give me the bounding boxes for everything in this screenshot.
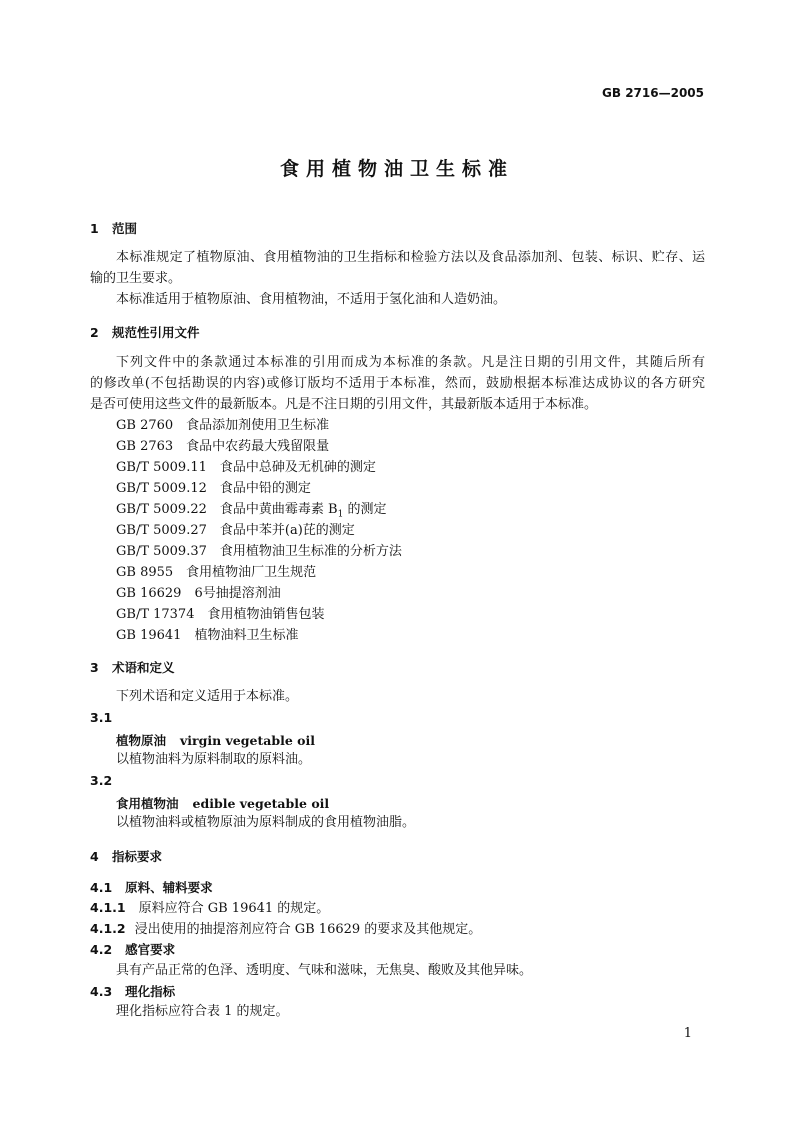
page-number: 1: [683, 1026, 692, 1041]
reference-item: [116, 583, 281, 604]
subsection-4-2-text: 具有产品正常的色泽、透明度、气味和滋味，无焦臭、酸败及其他异味。: [116, 963, 533, 978]
term-definition: 以植物油料或植物原油为原料制成的食用植物油脂。: [116, 815, 416, 830]
reference-code: GB/T 5009.37: [116, 544, 207, 559]
reference-code: GB/T 5009.11: [116, 460, 207, 475]
term-zh: 植物原油: [116, 733, 167, 748]
clause-4-1-1: [90, 897, 329, 919]
reference-item: [116, 457, 376, 478]
reference-title: 食品中苯并(a)芘的测定: [219, 523, 355, 538]
reference-item: [116, 520, 355, 541]
reference-code: GB 19641: [116, 628, 182, 643]
subsection-number: 4.3: [90, 984, 113, 999]
reference-code: GB/T 5009.22: [116, 502, 207, 517]
reference-item: [116, 562, 316, 583]
reference-title: 食品中总砷及无机砷的测定: [219, 460, 376, 475]
subsection-4-2-heading: [90, 940, 175, 958]
reference-item: [116, 415, 329, 436]
subsection-title: 感官要求: [125, 942, 176, 957]
reference-title: 食用植物油销售包装: [207, 607, 325, 622]
section-number: 2: [90, 325, 99, 340]
section-4-heading: [90, 847, 162, 865]
reference-item: [116, 604, 325, 625]
section-number: 4: [90, 849, 99, 864]
page-title: 食用植物油卫生标准: [279, 158, 514, 180]
term-heading: [116, 731, 315, 749]
clause-number: 4.1.1: [90, 900, 126, 915]
term-zh: 食用植物油: [116, 796, 179, 811]
reference-item: [116, 436, 329, 457]
term-number: 3.2: [90, 773, 113, 788]
reference-code: GB 16629: [116, 586, 182, 601]
section-title: 规范性引用文件: [112, 325, 200, 340]
reference-code: GB 2760: [116, 418, 174, 433]
section-number: 1: [90, 221, 99, 236]
section-title: 术语和定义: [112, 660, 175, 675]
reference-code: GB 8955: [116, 565, 174, 580]
section-1-para-2: 本标准适用于植物原油、食用植物油，不适用于氢化油和人造奶油。: [116, 292, 507, 307]
reference-title: 食品中黄曲霉毒素 B: [219, 502, 338, 517]
reference-title: 食品中农药最大残留限量: [186, 439, 330, 454]
reference-title: 植物油料卫生标准: [194, 628, 299, 643]
reference-code: GB/T 5009.12: [116, 481, 207, 496]
section-2-para-line-2: 的修改单(不包括勘误的内容)或修订版均不适用于本标准，然而，鼓励根据本标准达成协议的各方研究: [90, 376, 705, 391]
section-1-heading: [90, 219, 137, 237]
reference-item: [116, 541, 402, 562]
section-2-para-line-1: 下列文件中的条款通过本标准的引用而成为本标准的条款。凡是注日期的引用文件，其随后所有: [116, 355, 705, 370]
term-en: virgin vegetable oil: [180, 733, 315, 748]
subsection-4-1-heading: [90, 878, 213, 896]
clause-number: 4.1.2: [90, 921, 126, 936]
section-1-para-1-line-1: 本标准规定了植物原油、食用植物油的卫生指标和检验方法以及食品添加剂、包装、标识、贮存、运: [116, 250, 705, 265]
reference-title: 6号抽提溶剂油: [194, 586, 281, 601]
section-1-para-1-line-2: 输的卫生要求。: [90, 271, 182, 286]
section-title: 指标要求: [112, 849, 163, 864]
reference-title-suffix: 的测定: [343, 502, 387, 517]
clause-text: 原料应符合 GB 19641 的规定。: [138, 901, 330, 916]
subsection-number: 4.1: [90, 880, 113, 895]
clause-text: 浸出使用的抽提溶剂应符合 GB 16629 的要求及其他规定。: [134, 922, 482, 937]
reference-title: 食品添加剂使用卫生标准: [186, 418, 330, 433]
reference-title: 食用植物油卫生标准的分析方法: [219, 544, 402, 559]
subsection-number: 4.2: [90, 942, 113, 957]
section-3-heading: [90, 658, 175, 676]
section-title: 范围: [112, 221, 138, 236]
reference-item: [116, 478, 311, 499]
term-definition: 以植物油料为原料制取的原料油。: [116, 752, 312, 767]
section-2-heading: [90, 323, 200, 341]
reference-title: 食品中铅的测定: [219, 481, 311, 496]
clause-4-1-2: [90, 918, 481, 940]
reference-code: GB 2763: [116, 439, 174, 454]
standard-number: GB 2716—2005: [602, 86, 704, 100]
section-number: 3: [90, 660, 99, 675]
term-number: 3.1: [90, 710, 113, 725]
subsection-title: 理化指标: [125, 984, 176, 999]
subsection-4-3-text: 理化指标应符合表 1 的规定。: [116, 1004, 289, 1019]
reference-title: 食用植物油厂卫生规范: [186, 565, 317, 580]
section-3-intro: 下列术语和定义适用于本标准。: [116, 689, 299, 704]
term-heading: [116, 794, 329, 812]
reference-code: GB/T 5009.27: [116, 523, 207, 538]
reference-item: [116, 625, 298, 646]
section-2-para-line-3: 是否可使用这些文件的最新版本。凡是不注日期的引用文件，其最新版本适用于本标准。: [90, 397, 598, 412]
term-en: edible vegetable oil: [192, 796, 330, 811]
subsection-4-3-heading: [90, 982, 175, 1000]
subsection-title: 原料、辅料要求: [125, 880, 213, 895]
reference-code: GB/T 17374: [116, 607, 195, 622]
reference-title-subscript: 1: [337, 509, 344, 520]
